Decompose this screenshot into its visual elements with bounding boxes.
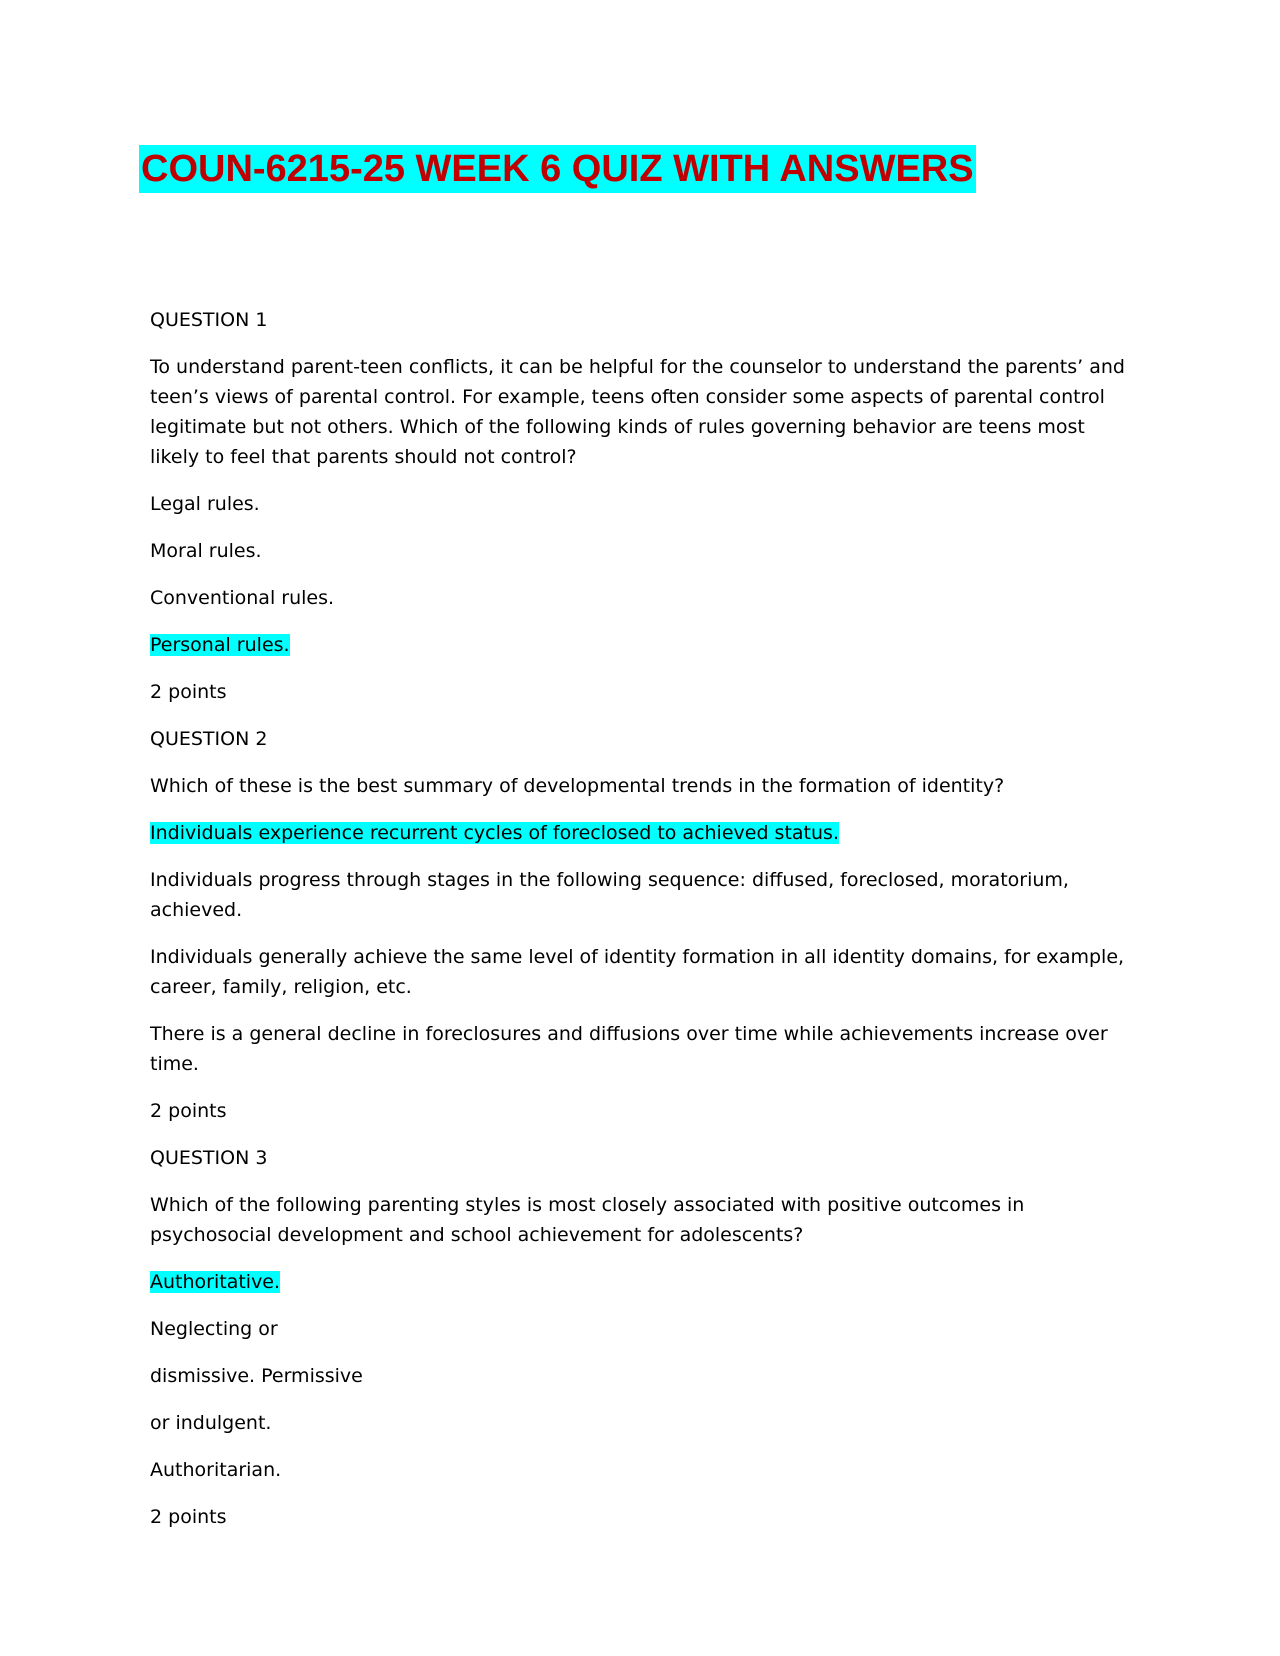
correct-answer-option <box>150 1267 1130 1297</box>
answer-option <box>150 1455 1130 1485</box>
highlighted-answer-text: Personal rules. <box>150 634 290 656</box>
highlighted-answer-text: Authoritative. <box>150 1271 281 1293</box>
question-prompt: Which of these is the best summary of developmental trends in the formation of identity? <box>150 775 1005 797</box>
document-title: COUN-6215-25 WEEK 6 QUIZ WITH ANSWERS <box>139 145 976 193</box>
correct-answer-option <box>150 630 1130 660</box>
highlighted-answer-text: Individuals experience recurrent cycles of foreclosed to achieved status. <box>150 822 839 844</box>
question-prompt: Which of the following parenting styles is most closely associated with positive outcomes in psychosocial development and school achievement for adolescents? <box>150 1194 1025 1246</box>
option-text: Authoritarian. <box>150 1459 282 1481</box>
question-label: QUESTION 3 <box>150 1147 268 1169</box>
answer-option <box>150 1408 1130 1438</box>
answer-option <box>150 1314 1130 1344</box>
answer-option <box>150 489 1130 519</box>
correct-answer-option <box>150 818 1130 848</box>
question-2 <box>150 724 1130 1126</box>
question-label: QUESTION 2 <box>150 728 268 750</box>
option-text: dismissive. Permissive <box>150 1365 363 1387</box>
question-3 <box>150 1143 1130 1532</box>
answer-option <box>150 865 1130 925</box>
question-points: 2 points <box>150 681 227 703</box>
option-text: Individuals generally achieve the same level of identity formation in all identity domains, for example, career, family, religion, etc. <box>150 946 1125 998</box>
answer-option <box>150 942 1130 1002</box>
option-text: Individuals progress through stages in the following sequence: diffused, foreclosed, moratorium, achieved. <box>150 869 1069 921</box>
answer-option <box>150 536 1130 566</box>
answer-option <box>150 583 1130 613</box>
option-text: Conventional rules. <box>150 587 335 609</box>
answer-option <box>150 1361 1130 1391</box>
quiz-body <box>150 305 1130 1549</box>
question-1 <box>150 305 1130 707</box>
option-text: There is a general decline in foreclosures and diffusions over time while achievements increase over time. <box>150 1023 1108 1075</box>
option-text: or indulgent. <box>150 1412 272 1434</box>
question-label: QUESTION 1 <box>150 309 268 331</box>
question-points: 2 points <box>150 1506 227 1528</box>
answer-option <box>150 1019 1130 1079</box>
question-prompt: To understand parent-teen conflicts, it can be helpful for the counselor to understand the parents’ and teen’s views of parental control. For example, teens often consider some aspects of parental control legitimate but not others. Which of the following kinds of rules governing behavior are teens most likely to feel that parents should not control? <box>150 356 1125 468</box>
option-text: Moral rules. <box>150 540 262 562</box>
question-points: 2 points <box>150 1100 227 1122</box>
option-text: Neglecting or <box>150 1318 278 1340</box>
option-text: Legal rules. <box>150 493 260 515</box>
